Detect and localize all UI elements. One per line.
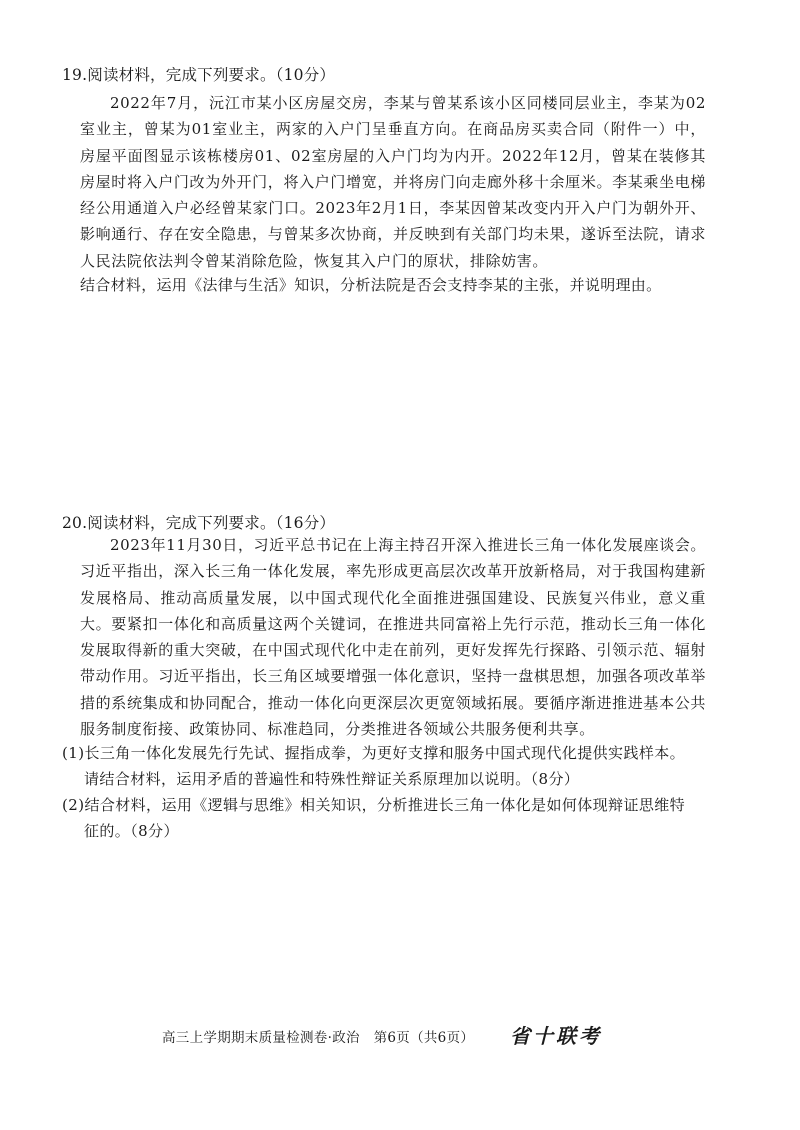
- question-19-material: 2022年7月，沅江市某小区房屋交房，李某与曾某系该小区同楼同层业主，李某为02室业主，曾某为01室业主，两家的入户门呈垂直方向。在商品房买卖合同（附件一）中，房屋平面图显示该栋楼房01、02室房屋的入户门均为内开。2022年12月，曾某在装修其房屋时将入户门改为外开门，将入户门增宽，并将房门向走廊外移十余厘米。李某乘坐电梯经公用通道入户必经曾某家门口。2023年2月1日，李某因曾某改变内开入户门为朝外开、影响通行、存在安全隐患，与曾某多次协商，并反映到有关部门均未果，遂诉至法院，请求人民法院依法判令曾某消除危险，恢复其入户门的原状，排除妨害。: [80, 94, 706, 270]
- question-20-sub-1: [62, 740, 730, 792]
- brand-logo-text: 省十联考: [510, 1024, 602, 1048]
- question-20-title: 20.阅读材料，完成下列要求。（16分）: [62, 514, 336, 532]
- question-19-title: 19.阅读材料，完成下列要求。（10分）: [62, 66, 336, 84]
- question-19-prompt: 结合材料，运用《法律与生活》知识，分析法院是否会支持李某的主张，并说明理由。: [80, 276, 662, 294]
- sub-2-number: (2): [62, 796, 85, 814]
- page-footer: 高三上学期期末质量检测卷·政治 第6页（共6页）: [162, 1030, 475, 1046]
- sub-1-line-2: 请结合材料，运用矛盾的普遍性和特殊性辩证关系原理加以说明。（8分）: [84, 770, 580, 788]
- sub-1-line-1: 长三角一体化发展先行先试、握指成拳，为更好支撑和服务中国式现代化提供实践样本。: [84, 744, 686, 762]
- question-20-sub-2: [62, 792, 730, 844]
- sub-2-line-2: 征的。（8分）: [84, 822, 179, 840]
- sub-2-line-1: 结合材料，运用《逻辑与思维》相关知识，分析推进长三角一体化是如何体现辩证思维特: [84, 796, 686, 814]
- question-20-material: 2023年11月30日，习近平总书记在上海主持召开深入推进长三角一体化发展座谈会。习近平指出，深入长三角一体化发展，率先形成更高层次改革开放新格局，对于我国构建新发展格局、推动高质量发展，以中国式现代化全面推进强国建设、民族复兴伟业，意义重大。要紧扣一体化和高质量这两个关键词，在推进共同富裕上先行示范，推动长三角一体化发展取得新的重大突破，在中国式现代化中走在前列，更好发挥先行探路、引领示范、辐射带动作用。习近平指出，长三角区域要增强一体化意识，坚持一盘棋思想，加强各项改革举措的系统集成和协同配合，推动一体化向更深层次更宽领域拓展。要循序渐进推进基本公共服务制度衔接、政策协同、标准趋同，分类推进各领域公共服务便利共享。: [80, 536, 706, 739]
- sub-1-number: (1): [62, 744, 85, 762]
